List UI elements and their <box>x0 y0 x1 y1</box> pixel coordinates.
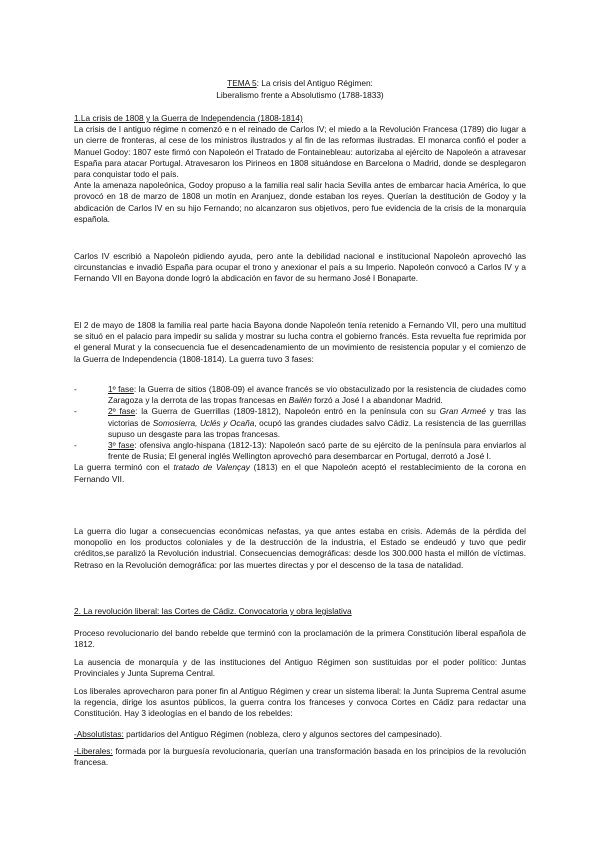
section2-paragraph-3: Los liberales aprovecharon para poner fin al Antiguo Régimen y crear un sistema liberal: la Junta Suprema Central asume la regencia, dirige los asuntos públicos, la guerra contra los franceses y convoca Cortes en Cádiz para redactar una Constitución. Hay 3 ideologías en el bando de los rebeldes: <box>74 686 526 719</box>
section1-paragraph-3: El 2 de mayo de 1808 la familia real parte hacia Bayona donde Napoleón tenía retenido a Fernando VII, pero una multitud se situó en el palacio para impedir su salida y mostrar su lucha contra el gobierno francés. Esta revuelta fue reprimida por el general Murat y la consecuencia fue el desencadenamiento de un movimiento de resistencia popular y el comienzo de la Guerra de Independencia (1808-1814). La guerra tuvo 3 fases: <box>74 320 526 364</box>
phase-text: forzó a José I a abandonar Madrid. <box>311 395 443 406</box>
war-phase-item <box>74 384 526 406</box>
war-end-paragraph <box>74 462 526 484</box>
document-subtitle: Liberalismo frente a Absolutismo (1788-1833) <box>216 90 384 100</box>
phase-italic: Somosierra, Uclés y Ocaña <box>152 417 255 428</box>
section2 <box>74 606 526 617</box>
phase-text: , ocupó las grandes ciudades salvo Cádiz. La resistencia de las guerrillas supuso un desgaste para las tropas francesas. <box>108 417 526 439</box>
phase-text: : la Guerra de Guerrillas (1809-1812), Napoleón entró en la península con su <box>135 406 440 417</box>
phase-text: : la Guerra de sitios (1808-09) el avance francés se vio obstaculizado por la resistencia de ciudades como Zaragoza y la derrota de las tropas francesas en <box>108 384 526 406</box>
section1-heading: 1.La crisis de 1808 y la Guerra de Independencia (1808-1814) <box>74 113 303 123</box>
bullet-dash: - <box>74 440 77 451</box>
ideology-label: -Liberales: <box>74 746 113 756</box>
phase-label: 1º fase <box>108 384 134 394</box>
tema-label: TEMA 5 <box>227 78 257 88</box>
phase-text: : ofensiva anglo-hispana (1812-13): Napoleón sacó parte de su ejército de la península para enviarlos al frente de Rusia; El general inglés Wellington aprovechó para desembarcar en Portugal, derrotó a José I. <box>108 440 526 462</box>
war-end-text: (1813) en el que Napoleón aceptó el restablecimiento de la corona en Fernando VII. <box>74 462 526 484</box>
war-phases-list <box>74 384 526 485</box>
tema-title: : La crisis del Antiguo Régimen: <box>256 78 373 88</box>
section2-heading: 2. La revolución liberal: las Cortes de Cádiz. Convocatoria y obra legislativa <box>74 606 352 616</box>
ideology-text: partidarios del Antiguo Régimen (nobleza, clero y algunos sectores del campesinado). <box>123 729 443 739</box>
section2-paragraph-1: Proceso revolucionario del bando rebelde que terminó con la proclamación de la primera Constitución liberal española de 1812. <box>74 628 526 650</box>
section1-paragraph-1a: La crisis de l antiguo régime n comenzó e n el reinado de Carlos IV; el miedo a la Revolución Francesa (1789) dio lugar a un cierre de fronteras, al cese de los ministros ilustrados y al fin de las reformas ilustradas. El monarca confió el poder a Manuel Godoy: 1807 este firmó con Napoleón el Tratado de Fontainebleau: autorizaba al ejército de Napoleón a atravesar España para atacar Portugal. Atravesaron los Pirineos en 1808 situándose en Barcelona o Madrid, donde se desplegaron para conquistar todo el país. <box>74 124 526 180</box>
war-phase-item <box>74 440 526 462</box>
ideology-absolutistas <box>74 729 526 740</box>
ideology-liberales <box>74 746 526 768</box>
section1-consequences: La guerra dio lugar a consecuencias económicas nefastas, ya que antes estaba en crisis. Además de la pérdida del monopolio en los productos coloniales y de la destrucción de la industria, el Estado se endeudó y tuvo que pedir créditos,se paralizó la Revolución industrial. Consecuencias demográficas: desde los 300.000 hasta el millón de víctimas. Retraso en la Revolución demográfica: por las muertes directas y por el descenso de la tasa de natalidad. <box>74 526 526 570</box>
section1-paragraph-2: Carlos IV escribió a Napoleón pidiendo ayuda, pero ante la debilidad nacional e institucional Napoleón aprovechó las circunstancias e invadió España para ocupar el trono y anexionar el país a su Imperio. Napoleón convocó a Carlos IV y a Fernando VII en Bayona donde logró la abdicación en favor de su hermano José I Bonaparte. <box>74 251 526 284</box>
document-title <box>0 78 600 89</box>
war-phase-item <box>74 406 526 440</box>
phase-italic: Bailén <box>288 395 312 406</box>
bullet-dash: - <box>74 406 77 417</box>
phase-italic: Gran Armeé <box>439 406 486 417</box>
section2-paragraph-2: La ausencia de monarquía y de las instituciones del Antiguo Régimen son sustituidas por el poder político: Juntas Provinciales y Junta Suprema Central. <box>74 657 526 679</box>
ideology-label: -Absolutistas: <box>74 729 124 739</box>
phase-label: 2º fase <box>108 406 136 417</box>
section1-intro <box>74 113 526 225</box>
bullet-dash: - <box>74 384 77 394</box>
section1-paragraph-1b: Ante la amenaza napoleónica, Godoy propuso a la familia real salir hacia Sevilla antes de embarcar hacia América, lo que provocó en 18 de marzo de 1808 un motín en Aranjuez, donde estaban los reyes. Querían la destitución de Godoy y la abdicación de Carlos IV en su hijo Fernando; no alcanzaron sus objetivos, pero fue evidencia de la crisis de la monarquía española. <box>74 180 526 224</box>
war-end-text: La guerra terminó con el <box>74 462 174 473</box>
phase-text: y tras las victorias de <box>108 406 526 428</box>
ideology-text: formada por la burguesía revolucionaria, querían una transformación basada en los principios de la revolución francesa. <box>74 746 526 768</box>
treaty-name: tratado de Valençay <box>173 462 250 473</box>
phase-label: 3º fase <box>108 440 135 451</box>
